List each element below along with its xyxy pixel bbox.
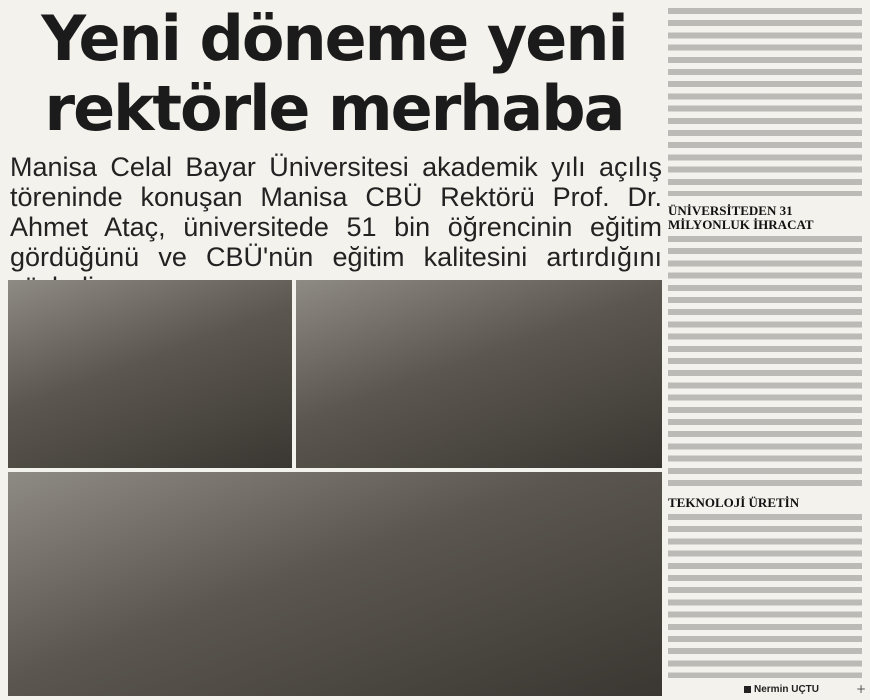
- subheading-export: ÜNİVERSİTEDEN 31 MİLYONLUK İHRACAT: [668, 203, 814, 232]
- body-text-block: [668, 514, 862, 678]
- byline: [744, 684, 819, 695]
- photo-group: [8, 472, 662, 696]
- byline-name: Nermin UÇTU: [754, 684, 820, 695]
- body-text-block: [668, 8, 862, 196]
- square-icon: [744, 686, 751, 693]
- photo-rector-handover: [8, 280, 292, 468]
- plus-mark: +: [856, 682, 867, 696]
- standfirst: Manisa Celal Bayar Üniversitesi akademik yılı açılış töreninde konuşan Manisa CBÜ Rektörü Prof. Dr. Ahmet Ataç, üniversitede 51 bin öğrencinin eğitim gördüğünü ve CBÜ'nün eğitim kalitesini artırdığını: [10, 152, 662, 272]
- body-text-block: [668, 236, 862, 488]
- photo-award-ceremony: [296, 280, 662, 468]
- headline: Yeni döneme yeni rektörle merhaba: [41, 2, 627, 145]
- subheading-technology: TEKNOLOJİ ÜRETİN: [668, 495, 800, 510]
